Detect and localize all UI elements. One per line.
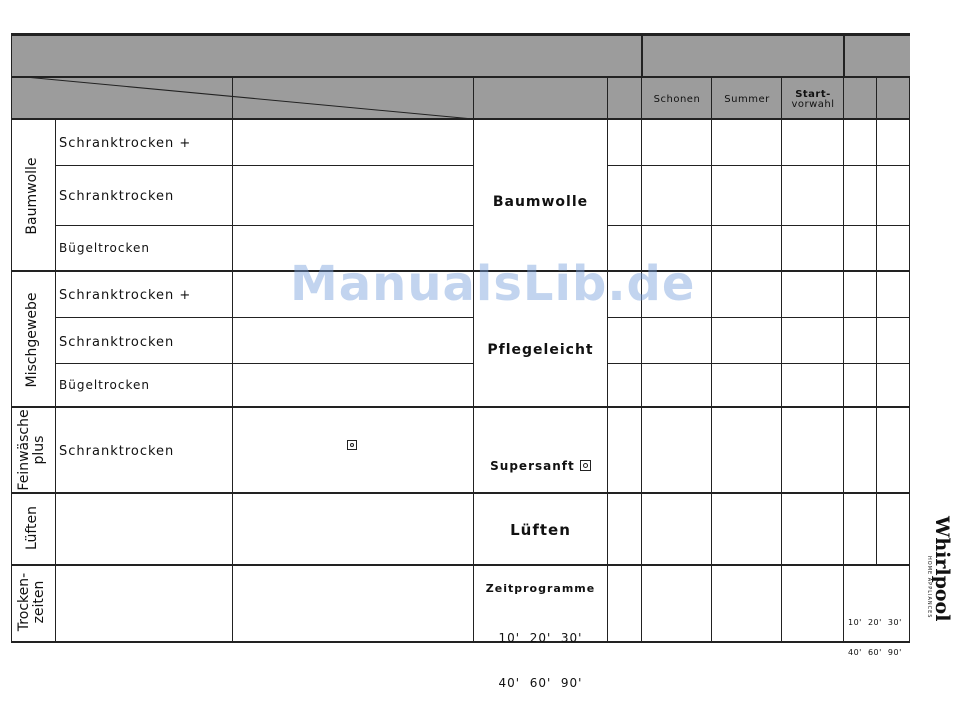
program-misch-schranktrocken-plus: Schranktrocken + xyxy=(59,288,192,303)
col-header-start xyxy=(783,90,843,110)
supersanft-symbol-icon xyxy=(580,460,591,471)
rule xyxy=(781,78,782,641)
start-times-line1: 10' 20' 30' xyxy=(848,618,902,627)
category-pflegeleicht: Pflegeleicht xyxy=(487,342,594,358)
rule xyxy=(876,78,877,565)
rule xyxy=(11,641,910,643)
zeit-times-line2: 40' 60' 90' xyxy=(498,676,583,690)
col-header-start-line1: Start- xyxy=(795,89,831,100)
group-label-baumwolle: Baumwolle xyxy=(24,157,40,235)
rule xyxy=(641,78,642,641)
header-diagonal xyxy=(11,77,481,121)
rule xyxy=(711,78,712,641)
brand-logo xyxy=(920,516,952,656)
group-label-trockenzeiten xyxy=(17,552,49,652)
rule xyxy=(607,225,910,226)
zeit-times-line1: 10' 20' 30' xyxy=(498,631,583,645)
category-baumwolle: Baumwolle xyxy=(492,194,589,210)
rule xyxy=(843,78,844,641)
group-label-feinwaesche-line1: Feinwäsche xyxy=(16,409,32,491)
rule xyxy=(55,119,56,641)
rule xyxy=(607,165,910,166)
rule xyxy=(11,406,910,408)
col-header-start-line2: vorwahl xyxy=(791,99,835,110)
category-supersanft: Supersanft xyxy=(490,459,575,473)
program-misch-schranktrocken: Schranktrocken xyxy=(59,335,175,350)
rule xyxy=(55,317,473,318)
zeit-times xyxy=(474,601,607,706)
rule xyxy=(843,34,845,77)
start-times xyxy=(848,598,902,668)
rule xyxy=(607,317,910,318)
program-feinwaesche-schranktrocken: Schranktrocken xyxy=(59,444,175,459)
brand-tagline: HOME APPLIANCES xyxy=(926,556,932,619)
rule xyxy=(641,34,643,77)
col-header-summer: Summer xyxy=(724,94,770,105)
program-misch-buegeltrocken: Bügeltrocken xyxy=(59,378,150,392)
delicate-symbol-icon xyxy=(347,440,357,450)
program-baumwolle-buegeltrocken: Bügeltrocken xyxy=(59,241,150,255)
program-baumwolle-schranktrocken-plus: Schranktrocken + xyxy=(59,136,192,151)
start-times-line2: 40' 60' 90' xyxy=(848,648,902,657)
category-supersanft-wrap xyxy=(474,455,607,474)
rule xyxy=(55,363,473,364)
group-label-mischgewebe: Mischgewebe xyxy=(24,292,40,388)
rule xyxy=(55,165,473,166)
rule xyxy=(11,34,12,641)
rule xyxy=(473,78,474,641)
header-band-top xyxy=(11,34,910,77)
rule xyxy=(11,33,910,36)
group-label-feinwaesche-line2: plus xyxy=(31,435,47,465)
rule xyxy=(607,363,910,364)
rule xyxy=(11,492,910,494)
program-baumwolle-schranktrocken: Schranktrocken xyxy=(59,189,175,204)
rule xyxy=(55,225,473,226)
rule xyxy=(607,78,608,641)
brand-name: Whirlpool xyxy=(931,516,953,622)
rule xyxy=(909,78,910,641)
group-label-lueften: Lüften xyxy=(24,505,40,551)
col-header-schonen: Schonen xyxy=(653,94,701,105)
rule xyxy=(11,564,910,566)
category-zeitprogramme: Zeitprogramme xyxy=(485,582,596,595)
watermark: ManualsLib.de xyxy=(290,256,696,312)
rule xyxy=(232,78,233,641)
group-label-trockenzeiten-line1: Trocken- xyxy=(16,572,32,632)
group-label-trockenzeiten-line2: zeiten xyxy=(31,580,47,624)
category-lueften: Lüften xyxy=(510,521,571,539)
